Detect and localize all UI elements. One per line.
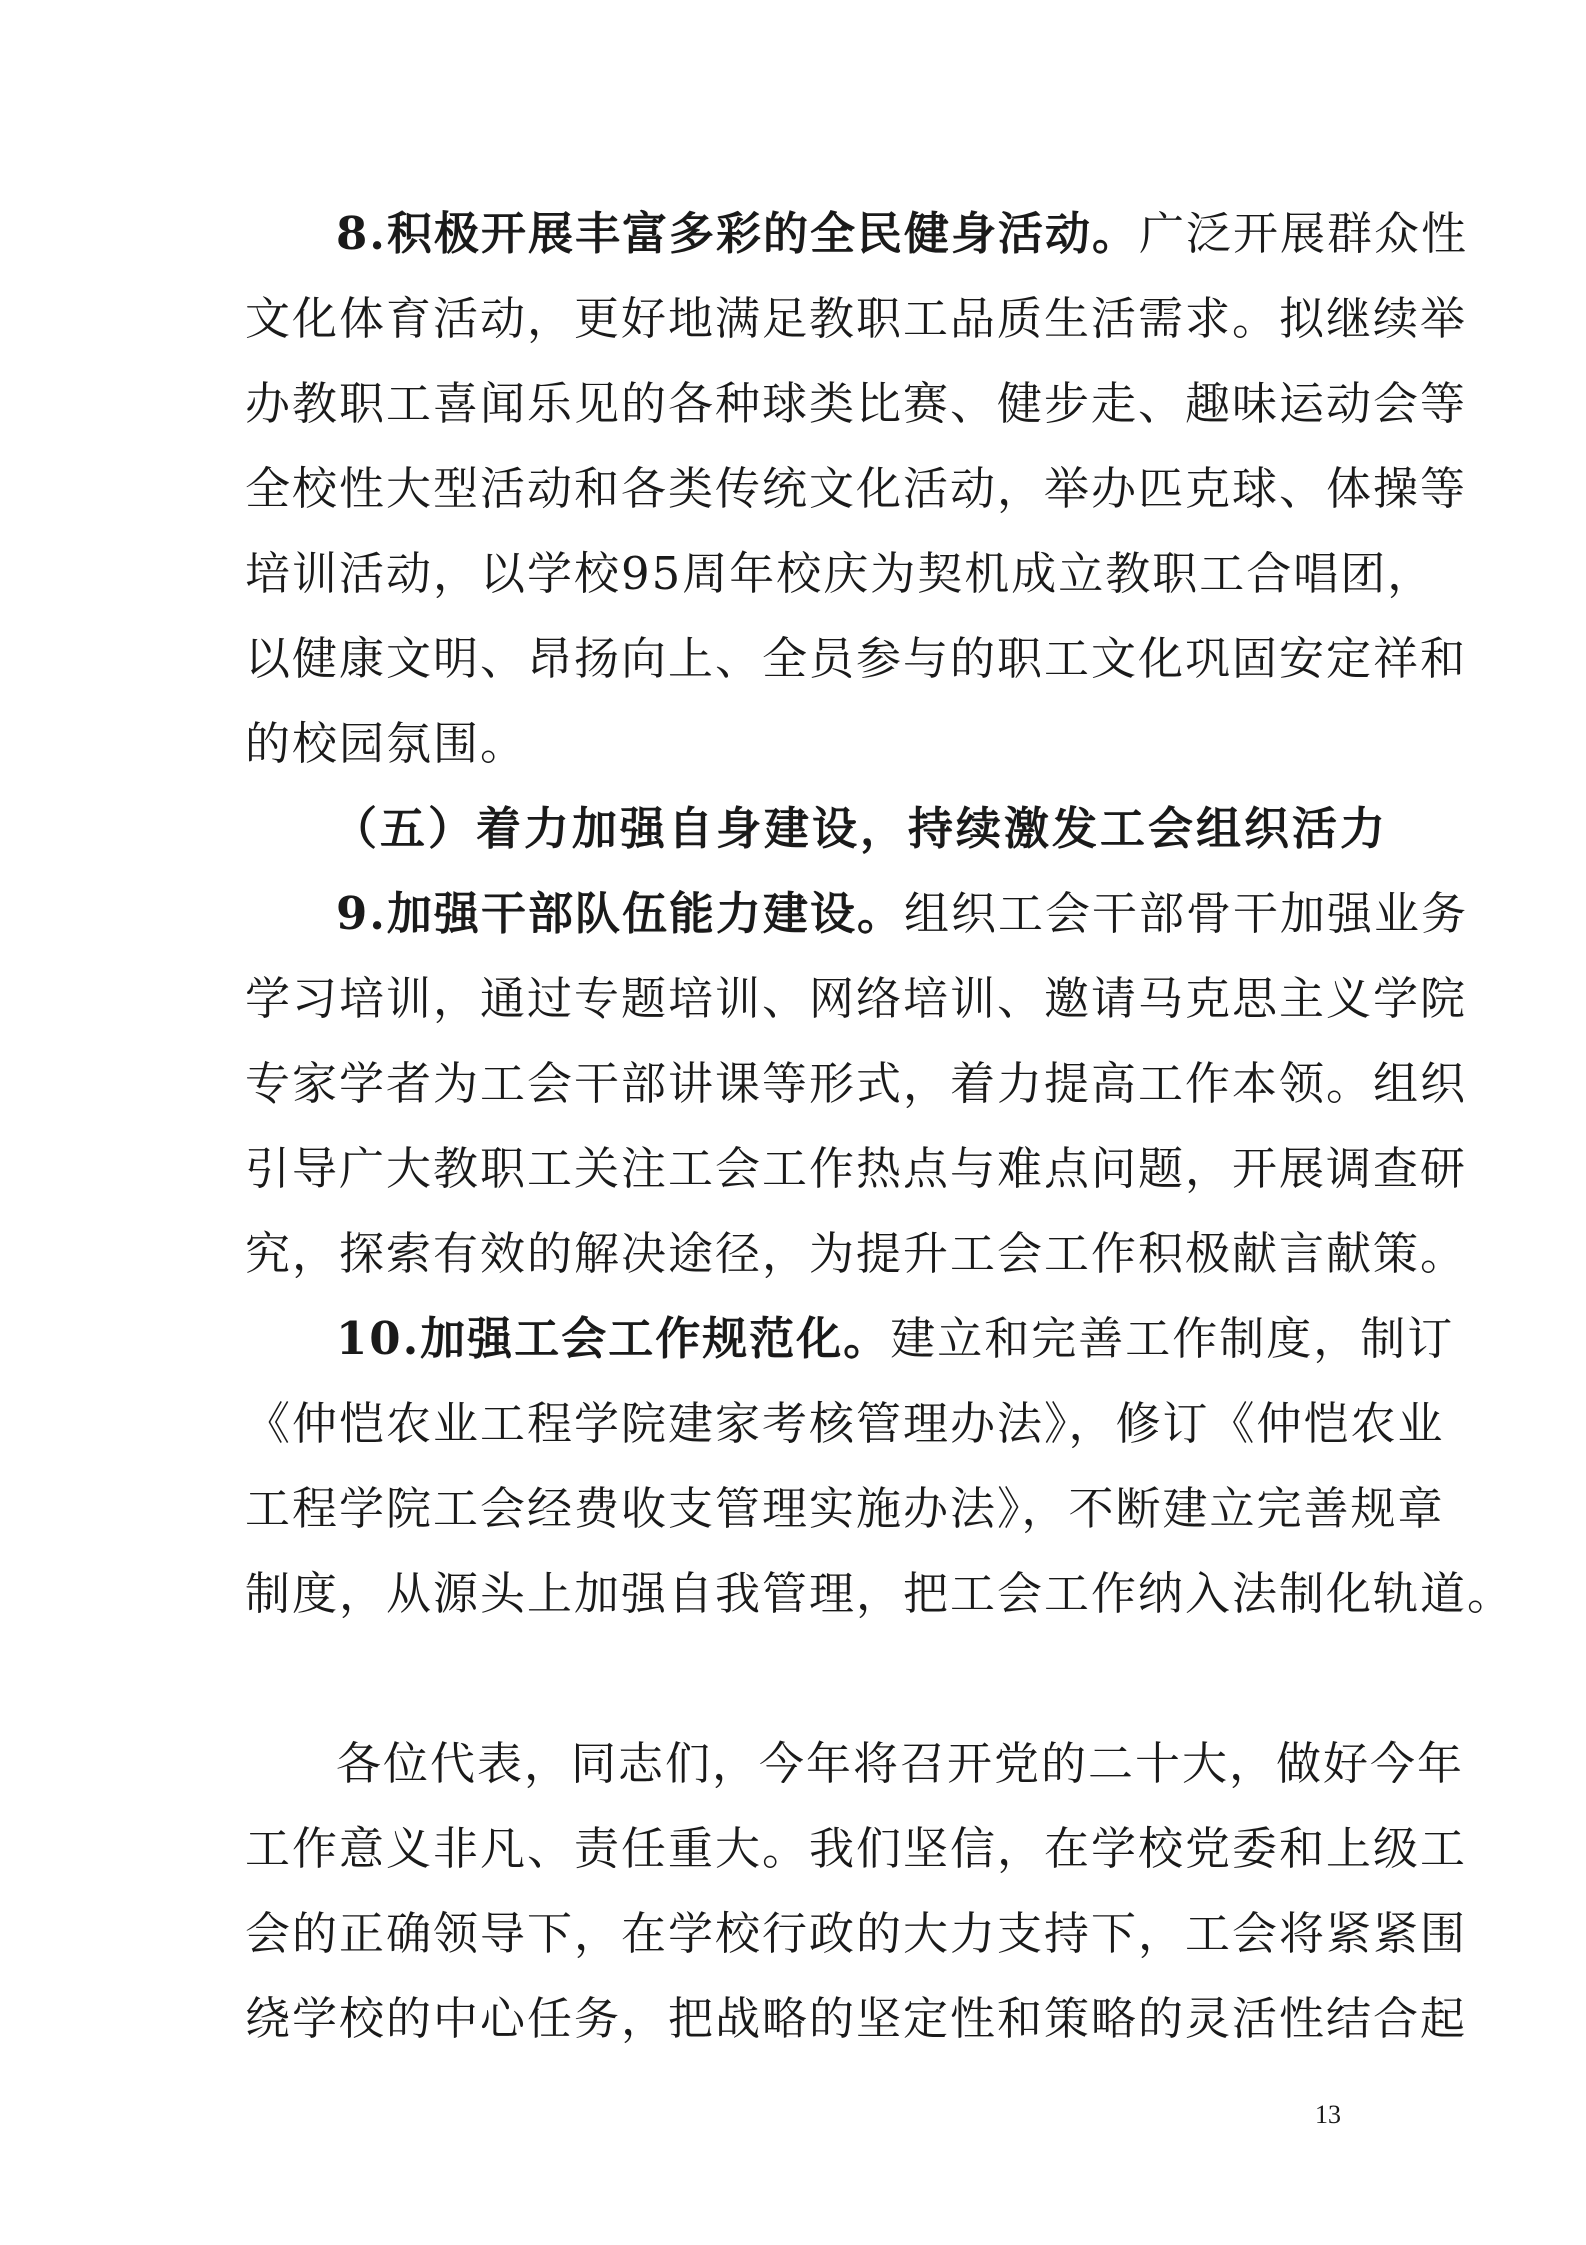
item8-line-6: 以健康文明、昂扬向上、全员参与的职工文化巩固安定祥和 [245, 632, 1468, 685]
closing-line-3: 会的正确领导下，在学校行政的大力支持下，工会将紧紧围 [245, 1907, 1468, 1960]
item8-line-1 [336, 204, 1468, 264]
item10-line-2: 《仲恺农业工程学院建家考核管理办法》，修订《仲恺农业 [245, 1397, 1445, 1450]
item8-line-5: 培训活动，以学校95周年校庆为契机成立教职工合唱团， [245, 547, 1435, 600]
page-number: 13 [1315, 2100, 1341, 2129]
item9-line-3: 专家学者为工会干部讲课等形式，着力提高工作本领。组织 [245, 1057, 1468, 1110]
item8-line-7: 的校园氛围。 [245, 717, 528, 770]
item8-title: 8.积极开展丰富多彩的全民健身活动。 [336, 207, 1139, 260]
item9-title: 9.加强干部队伍能力建设。 [336, 887, 904, 940]
item10-title: 10.加强工会工作规范化。 [336, 1312, 891, 1365]
closing-line-1: 各位代表，同志们，今年将召开党的二十大，做好今年 [336, 1737, 1465, 1790]
item9-line-5: 究，探索有效的解决途径，为提升工会工作积极献言献策。 [245, 1227, 1468, 1280]
item9-line-4: 引导广大教职工关注工会工作热点与难点问题，开展调查研 [245, 1142, 1468, 1195]
closing-line-4: 绕学校的中心任务，把战略的坚定性和策略的灵活性结合起 [245, 1992, 1468, 2045]
item8-line-4: 全校性大型活动和各类传统文化活动，举办匹克球、体操等 [245, 462, 1468, 515]
item10-line-3: 工程学院工会经费收支管理实施办法》，不断建立完善规章 [245, 1482, 1445, 1535]
item8-line-3: 办教职工喜闻乐见的各种球类比赛、健步走、趣味运动会等 [245, 377, 1468, 430]
closing-line-2: 工作意义非凡、责任重大。我们坚信，在学校党委和上级工 [245, 1822, 1468, 1875]
item9-line-1 [336, 884, 1468, 944]
item9-text-1: 组织工会干部骨干加强业务 [903, 887, 1468, 940]
item8-text-1: 广泛开展群众性 [1138, 207, 1468, 260]
item10-line-1 [336, 1309, 1455, 1369]
item10-line-4: 制度，从源头上加强自我管理，把工会工作纳入法制化轨道。 [245, 1567, 1515, 1620]
item10-text-1: 建立和完善工作制度，制订 [890, 1312, 1455, 1365]
item9-line-2: 学习培训，通过专题培训、网络培训、邀请马克思主义学院 [245, 972, 1468, 1025]
section-heading: （五）着力加强自身建设，持续激发工会组织活力 [332, 802, 1389, 855]
item8-line-2: 文化体育活动，更好地满足教职工品质生活需求。拟继续举 [245, 292, 1468, 345]
